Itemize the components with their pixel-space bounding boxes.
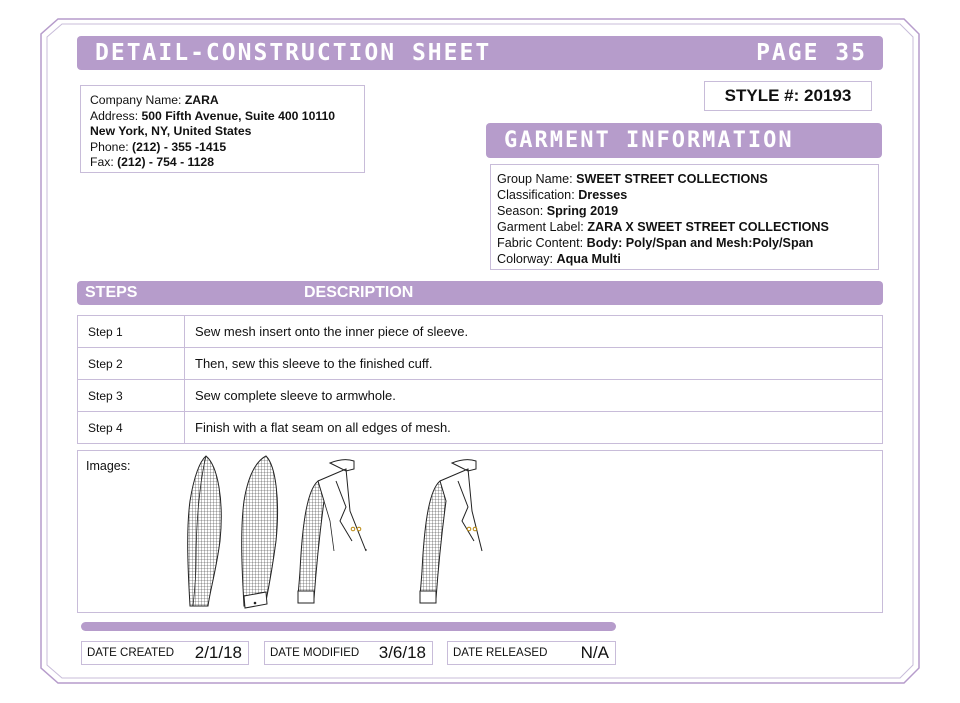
description-header: DESCRIPTION xyxy=(304,284,414,301)
table-row xyxy=(78,380,883,412)
garment-field: Garment Label: ZARA X SWEET STREET COLLECTIONS xyxy=(497,220,829,234)
date-modified-box xyxy=(264,641,433,665)
date-modified-value: 3/6/18 xyxy=(378,643,426,662)
date-modified-label: DATE MODIFIED xyxy=(270,647,360,659)
date-released-box xyxy=(447,641,616,665)
step-label: Step 1 xyxy=(78,316,185,348)
garment-info xyxy=(490,164,879,270)
garment-field: Season: Spring 2019 xyxy=(497,204,619,218)
sleeve-sketches xyxy=(78,451,884,614)
steps-table xyxy=(77,315,883,444)
page-number: PAGE 35 xyxy=(756,40,867,66)
jacket-sketch-1 xyxy=(298,460,366,603)
jacket-sketch-2 xyxy=(420,460,482,603)
company-info xyxy=(80,85,365,173)
step-label: Step 3 xyxy=(78,380,185,412)
address-line2: New York, NY, United States xyxy=(90,124,252,138)
garment-info-title: GARMENT INFORMATION xyxy=(504,128,794,153)
sheet-title: DETAIL-CONSTRUCTION SHEET xyxy=(95,40,492,66)
step-description: Sew mesh insert onto the inner piece of sleeve. xyxy=(185,316,883,348)
date-released-value: N/A xyxy=(580,643,609,662)
step-description: Finish with a flat seam on all edges of mesh. xyxy=(185,412,883,444)
style-label: STYLE #: xyxy=(724,86,800,105)
garment-field: Classification: Dresses xyxy=(497,188,628,202)
garment-field: Group Name: SWEET STREET COLLECTIONS xyxy=(497,172,768,186)
company-name-label: Company Name: xyxy=(90,93,182,107)
style-number: 20193 xyxy=(804,86,852,105)
step-description: Sew complete sleeve to armwhole. xyxy=(185,380,883,412)
address-line1: 500 Fifth Avenue, Suite 400 10110 xyxy=(141,108,336,123)
step-description: Then, sew this sleeve to the finished cuff. xyxy=(185,348,883,380)
table-row xyxy=(78,412,883,444)
sleeve-sketch-1 xyxy=(188,456,222,606)
footer-bar xyxy=(81,622,616,631)
address-label: Address: xyxy=(90,108,139,123)
date-released-label: DATE RELEASED xyxy=(453,647,548,659)
images-label: Images: xyxy=(86,459,131,473)
fax-value: (212) - 754 - 1128 xyxy=(117,155,214,169)
garment-field: Fabric Content: Body: Poly/Span and Mesh:Poly/Span xyxy=(497,236,814,250)
step-label: Step 2 xyxy=(78,348,185,380)
date-created-box xyxy=(81,641,249,665)
steps-header: STEPS xyxy=(85,284,138,301)
fax-label: Fax: xyxy=(90,155,114,169)
style-number-box xyxy=(704,81,872,111)
sleeve-sketch-2 xyxy=(242,456,278,608)
table-row xyxy=(78,316,883,348)
date-created-value: 2/1/18 xyxy=(194,643,242,662)
step-label: Step 4 xyxy=(78,412,185,444)
garment-field: Colorway: Aqua Multi xyxy=(497,252,621,266)
company-name: ZARA xyxy=(184,93,219,107)
phone-value: (212) - 355 -1415 xyxy=(132,139,227,154)
phone-label: Phone: xyxy=(90,139,129,154)
title-banner xyxy=(77,36,883,70)
date-created-label: DATE CREATED xyxy=(87,647,175,659)
table-row xyxy=(78,348,883,380)
steps-banner xyxy=(77,281,883,305)
images-box xyxy=(77,450,883,613)
garment-info-banner xyxy=(486,123,882,158)
